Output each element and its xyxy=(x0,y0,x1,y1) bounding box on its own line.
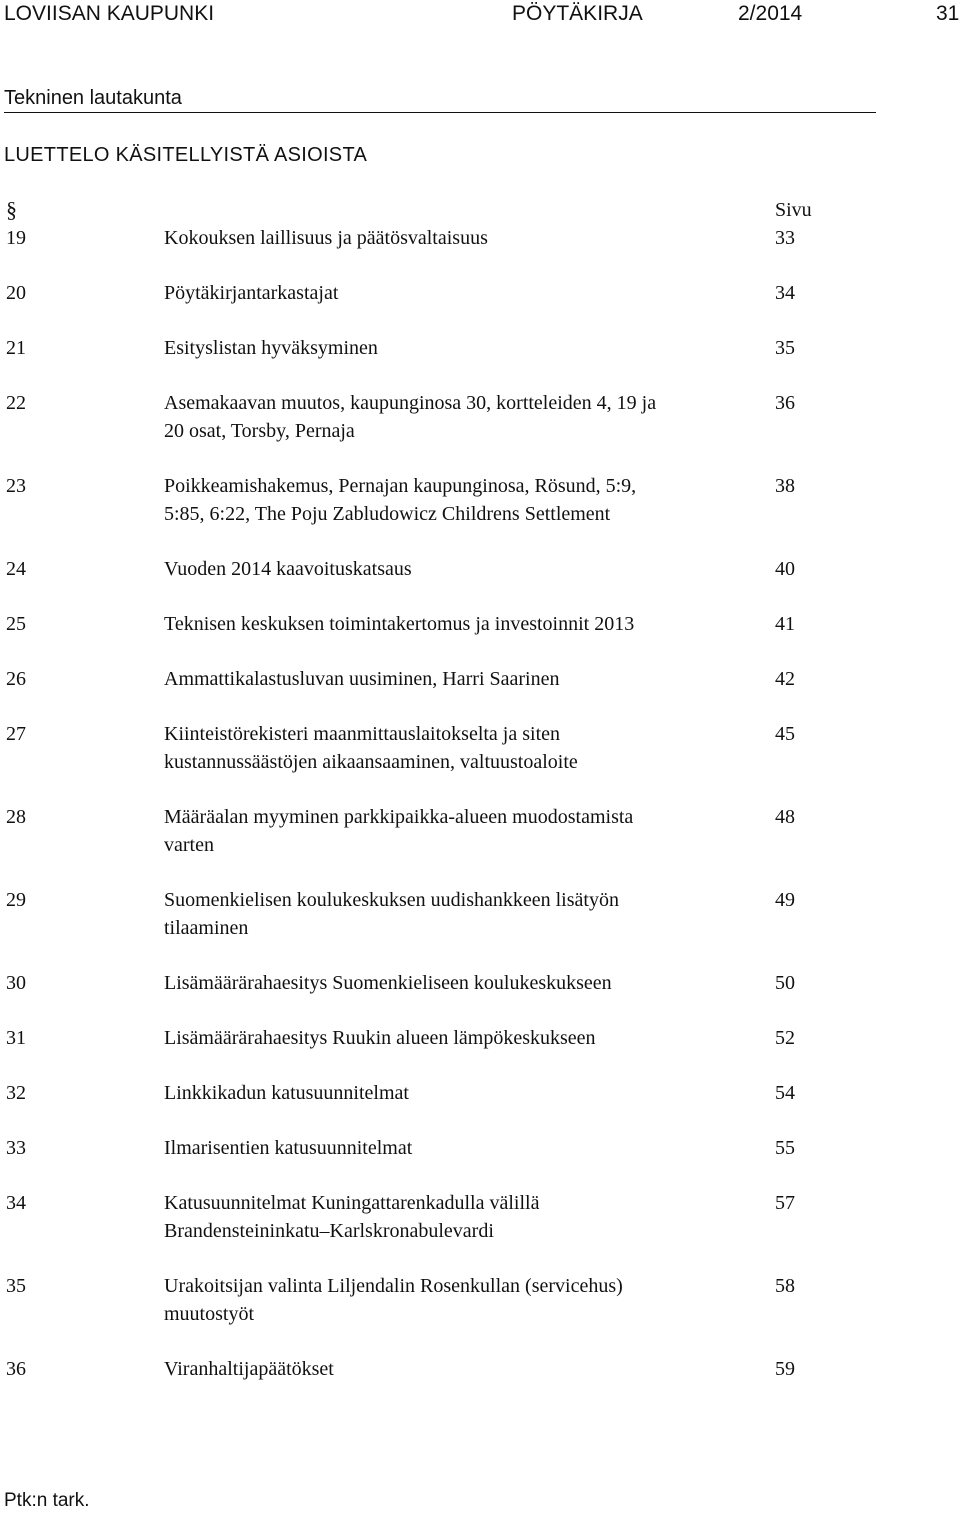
agenda-item xyxy=(0,610,960,638)
agenda-item-title-line: Suomenkielisen koulukeskuksen uudishankkeen lisätyön xyxy=(164,889,619,911)
agenda-item-number: 29 xyxy=(6,889,26,911)
agenda-item-number: 20 xyxy=(6,282,26,304)
agenda-item-number: 19 xyxy=(6,227,26,249)
document-type: PÖYTÄKIRJA xyxy=(512,2,643,25)
agenda-item-title-line: Esityslistan hyväksyminen xyxy=(164,337,378,359)
agenda-item-title-line: 5:85, 6:22, The Poju Zabludowicz Childrens Settlement xyxy=(164,503,611,525)
agenda-item-page: 52 xyxy=(775,1027,795,1049)
agenda-item-number: 33 xyxy=(6,1137,26,1159)
agenda-item-page: 58 xyxy=(775,1275,795,1297)
agenda-item xyxy=(0,279,960,307)
agenda-item-number: 21 xyxy=(6,337,26,359)
agenda-item-number: 23 xyxy=(6,475,26,497)
agenda-item-title xyxy=(164,334,769,362)
agenda-item-title xyxy=(164,969,769,997)
agenda-item-title-line: Linkkikadun katusuunnitelmat xyxy=(164,1082,409,1104)
agenda-item-page: 35 xyxy=(775,337,795,359)
agenda-item-number: 31 xyxy=(6,1027,26,1049)
agenda-item-title-line: Lisämäärärahaesitys Ruukin alueen lämpökeskukseen xyxy=(164,1027,596,1049)
agenda-item-title xyxy=(164,1079,769,1107)
agenda-item-number: 32 xyxy=(6,1082,26,1104)
agenda-item-page: 54 xyxy=(775,1082,795,1104)
agenda-item xyxy=(0,472,960,528)
agenda-item-title-line: Kokouksen laillisuus ja päätösvaltaisuus xyxy=(164,227,488,249)
footer-initials-label: Ptk:n tark. xyxy=(4,1490,90,1511)
agenda-item-number: 34 xyxy=(6,1192,26,1214)
agenda-item-title-line: tilaaminen xyxy=(164,917,249,939)
agenda-item-title xyxy=(164,610,769,638)
section-sign-icon: § xyxy=(6,197,17,222)
agenda-item-number: 24 xyxy=(6,558,26,580)
list-title: LUETTELO KÄSITELLYISTÄ ASIOISTA xyxy=(4,144,368,166)
agenda-item-title-line: Vuoden 2014 kaavoituskatsaus xyxy=(164,558,412,580)
agenda-item-page: 45 xyxy=(775,723,795,745)
agenda-item xyxy=(0,969,960,997)
agenda-item-title-line: Brandensteininkatu–Karlskronabulevardi xyxy=(164,1220,494,1242)
agenda-item xyxy=(0,803,960,859)
agenda-item xyxy=(0,1024,960,1052)
agenda-item-page: 34 xyxy=(775,282,795,304)
agenda-item-title-line: Lisämäärärahaesitys Suomenkieliseen koulukeskukseen xyxy=(164,972,612,994)
agenda-item-title xyxy=(164,555,769,583)
agenda-item xyxy=(0,389,960,445)
agenda-item-page: 36 xyxy=(775,392,795,414)
agenda-item-page: 49 xyxy=(775,889,795,911)
agenda-item-page: 33 xyxy=(775,227,795,249)
agenda-item-page: 42 xyxy=(775,668,795,690)
agenda-item xyxy=(0,720,960,776)
page-number: 31 xyxy=(936,2,960,25)
agenda-item-title xyxy=(164,1024,769,1052)
agenda-item-title-line: Asemakaavan muutos, kaupunginosa 30, kortteleiden 4, 19 ja xyxy=(164,392,657,414)
agenda-item-title-line: Ammattikalastusluvan uusiminen, Harri Saarinen xyxy=(164,668,560,690)
agenda-item-title-line: Määräalan myyminen parkkipaikka-alueen muodostamista xyxy=(164,806,634,828)
agenda-item-title-line: 20 osat, Torsby, Pernaja xyxy=(164,420,355,442)
agenda-item-title xyxy=(164,224,769,252)
agenda-item-title-line: Teknisen keskuksen toimintakertomus ja investoinnit 2013 xyxy=(164,613,635,635)
agenda-item-title-line: muutostyöt xyxy=(164,1303,255,1325)
agenda-item-title xyxy=(164,665,769,693)
agenda-item-number: 30 xyxy=(6,972,26,994)
agenda-item xyxy=(0,1134,960,1162)
agenda-item-title xyxy=(164,803,769,859)
agenda-item xyxy=(0,334,960,362)
agenda-list xyxy=(0,224,960,1410)
agenda-item xyxy=(0,1272,960,1328)
agenda-item-title xyxy=(164,1272,769,1328)
agenda-item-page: 59 xyxy=(775,1358,795,1380)
board-name: Tekninen lautakunta xyxy=(4,84,876,113)
agenda-item xyxy=(0,1355,960,1383)
agenda-item xyxy=(0,224,960,252)
agenda-item-title-line: Pöytäkirjantarkastajat xyxy=(164,282,339,304)
agenda-item-title-line: Katusuunnitelmat Kuningattarenkadulla välillä xyxy=(164,1192,540,1214)
agenda-item-page: 41 xyxy=(775,613,795,635)
agenda-item-number: 25 xyxy=(6,613,26,635)
agenda-item xyxy=(0,886,960,942)
agenda-item-title xyxy=(164,472,769,528)
organization-name: LOVIISAN KAUPUNKI xyxy=(4,2,215,25)
agenda-item-page: 40 xyxy=(775,558,795,580)
page-header xyxy=(0,0,960,28)
agenda-item-title-line: Viranhaltijapäätökset xyxy=(164,1358,334,1380)
agenda-item-number: 35 xyxy=(6,1275,26,1297)
agenda-item xyxy=(0,555,960,583)
agenda-item-title xyxy=(164,1355,769,1383)
document-number: 2/2014 xyxy=(738,2,803,25)
agenda-item-page: 57 xyxy=(775,1192,795,1214)
agenda-item-number: 27 xyxy=(6,723,26,745)
agenda-item-number: 28 xyxy=(6,806,26,828)
page-column-header: Sivu xyxy=(775,199,812,221)
agenda-item-title-line: varten xyxy=(164,834,214,856)
agenda-item xyxy=(0,665,960,693)
agenda-item-title xyxy=(164,720,769,776)
agenda-item-title xyxy=(164,389,769,445)
agenda-item xyxy=(0,1079,960,1107)
agenda-item-title-line: kustannussäästöjen aikaansaaminen, valtuustoaloite xyxy=(164,751,578,773)
agenda-item-title xyxy=(164,1189,769,1245)
agenda-item-title-line: Kiinteistörekisteri maanmittauslaitokselta ja siten xyxy=(164,723,561,745)
agenda-item-number: 36 xyxy=(6,1358,26,1380)
agenda-item-number: 22 xyxy=(6,392,26,414)
agenda-item-page: 50 xyxy=(775,972,795,994)
agenda-item-title-line: Ilmarisentien katusuunnitelmat xyxy=(164,1137,413,1159)
agenda-item-title xyxy=(164,886,769,942)
agenda-item-number: 26 xyxy=(6,668,26,690)
agenda-item-title-line: Urakoitsijan valinta Liljendalin Rosenkullan (servicehus) xyxy=(164,1275,623,1297)
agenda-item-title xyxy=(164,279,769,307)
agenda-item-page: 38 xyxy=(775,475,795,497)
agenda-item-page: 48 xyxy=(775,806,795,828)
agenda-item-page: 55 xyxy=(775,1137,795,1159)
agenda-item-title xyxy=(164,1134,769,1162)
agenda-item-title-line: Poikkeamishakemus, Pernajan kaupunginosa, Rösund, 5:9, xyxy=(164,475,637,497)
agenda-item xyxy=(0,1189,960,1245)
